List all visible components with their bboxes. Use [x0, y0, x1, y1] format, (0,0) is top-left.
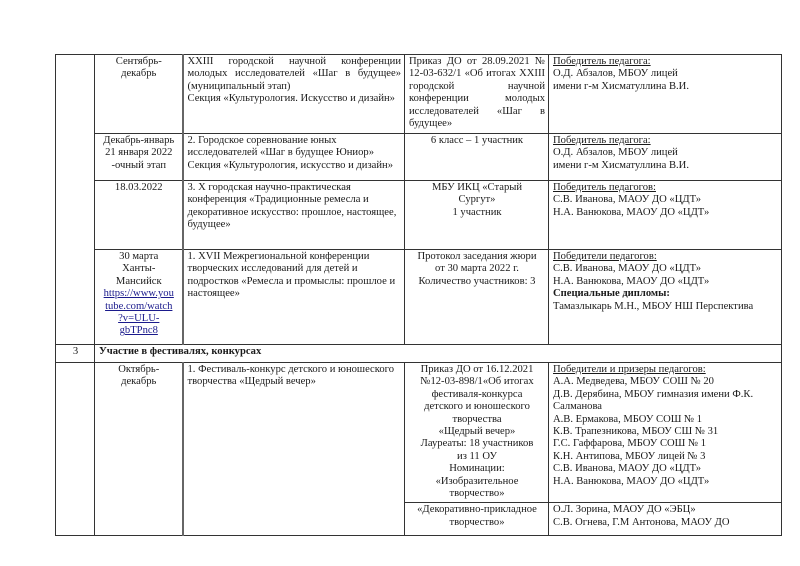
document-text: Приказ ДО от 28.09.2021 № 12-03-632/1 «Об итогах XXIII городской научной конференции молодых исследователей «Шаг в будущее» — [409, 56, 545, 130]
document-cell — [405, 134, 549, 181]
date-cell — [95, 55, 183, 134]
document-text: творчество» — [449, 516, 505, 528]
document-cell — [405, 181, 549, 250]
document-text: Протокол заседания жюри — [417, 251, 537, 262]
document-text: Лауреаты: 18 участников — [420, 438, 534, 450]
row-number-cell — [56, 55, 95, 345]
document-text: №12-03-898/1«Об итогах — [420, 376, 534, 388]
result-heading: Победители педагогов: — [553, 251, 657, 262]
result-cell — [549, 55, 782, 134]
result-text: Н.А. Ванюкова, МАОУ ДО «ЦДТ» — [553, 475, 710, 487]
link-text[interactable]: ?v=ULU- — [118, 313, 160, 325]
event-cell — [183, 363, 405, 536]
document-text: Количество участников: 3 — [418, 275, 536, 287]
event-text: 1. Фестиваль-конкурс детского и юношеского творчества «Щедрый вечер» — [187, 364, 395, 388]
result-text: имени г-м Хисматуллина В.И. — [553, 159, 689, 171]
date-cell — [95, 363, 183, 536]
document-cell — [405, 503, 549, 536]
result-cell — [549, 181, 782, 250]
table-row — [56, 181, 782, 250]
document-text: от 30 марта 2022 г. — [435, 263, 519, 275]
document-text: Приказ ДО от 16.12.2021 — [420, 364, 534, 375]
event-cell — [183, 181, 405, 250]
date-cell — [95, 250, 183, 345]
document-text: «Изобразительное — [435, 475, 519, 487]
document-text: Сургут» — [458, 194, 496, 206]
event-cell — [183, 55, 405, 134]
document-text: из 11 ОУ — [457, 450, 497, 462]
date-text: Декабрь-январь — [103, 135, 175, 146]
date-cell — [95, 134, 183, 181]
link-text[interactable]: tube.com/watch — [105, 300, 173, 312]
document-cell — [405, 363, 549, 503]
event-text: XXIII городской научной конференции молодых исследователей «Шаг в будущее» (муниципальный этап) — [187, 56, 401, 92]
result-heading: Победитель педагога: — [553, 135, 651, 146]
date-text: 30 марта — [119, 251, 159, 262]
row-number-cell — [56, 363, 95, 536]
result-text: А.А. Медведева, МБОУ СОШ № 20 — [553, 376, 714, 388]
document-text: творчество» — [449, 488, 505, 500]
result-text: Н.А. Ванюкова, МАОУ ДО «ЦДТ» — [553, 206, 710, 218]
table-row — [56, 55, 782, 134]
result-text: К.В. Трапезникова, МБОУ СШ № 31 — [553, 426, 719, 438]
table-row — [56, 250, 782, 345]
date-text: Мансийск — [115, 275, 162, 287]
result-cell — [549, 503, 782, 536]
document-text: «Щедрый вечер» — [438, 426, 516, 438]
result-text: С.В. Огнева, Г.М Антонова, МАОУ ДО — [553, 516, 730, 528]
date-text: Сентябрь- — [115, 56, 162, 67]
result-cell — [549, 134, 782, 181]
date-text: 18.03.2022 — [114, 182, 163, 193]
date-cell — [95, 181, 183, 250]
date-text: 21 января 2022 — [105, 147, 173, 159]
section-row — [56, 345, 782, 363]
section-number: 3 — [56, 345, 95, 363]
document-cell — [405, 55, 549, 134]
result-text: О.Д. Абзалов, МБОУ лицей — [553, 147, 678, 159]
result-text: Н.А. Ванюкова, МАОУ ДО «ЦДТ» — [553, 275, 710, 287]
result-text: С.В. Иванова, МАОУ ДО «ЦДТ» — [553, 263, 702, 275]
section-title: Участие в фестивалях, конкурсах — [95, 345, 782, 363]
date-text: декабрь — [121, 376, 157, 388]
result-text: Г.С. Гаффарова, МБОУ СОШ № 1 — [553, 438, 707, 450]
table-row — [56, 134, 782, 181]
table-row — [56, 363, 782, 503]
event-text: 1. XVII Межрегиональной конференции творческих исследований для детей и подростков «Ремесла и промыслы: прошлое и настоящее» — [187, 251, 396, 300]
event-text: 3. X городская научно-практическая конференция «Традиционные ремесла и декоративное искусство: прошлое, настоящее, будущее» — [187, 182, 397, 231]
link-text[interactable]: gbTPnc8 — [119, 325, 158, 337]
result-text: С.В. Иванова, МАОУ ДО «ЦДТ» — [553, 463, 702, 475]
event-text: Секция «Культурология. Искусство и дизайн» — [187, 93, 395, 105]
document-text: детского и юношеского — [424, 401, 530, 413]
date-text: Ханты- — [122, 263, 156, 275]
result-text: Д.В. Дерябина, МБОУ гимназия имени Ф.К. Салманова — [553, 388, 754, 413]
achievements-table — [55, 54, 782, 536]
event-cell — [183, 134, 405, 181]
special-diplomas-heading: Специальные дипломы: — [553, 288, 670, 300]
event-cell — [183, 250, 405, 345]
result-text: А.В. Ермакова, МБОУ СОШ № 1 — [553, 413, 703, 425]
result-text: С.В. Иванова, МАОУ ДО «ЦДТ» — [553, 194, 702, 206]
document-text: МБУ ИКЦ «Старый — [431, 182, 523, 193]
document-text: 6 класс – 1 участник — [430, 135, 524, 146]
result-text: К.Н. Антипова, МБОУ лицей № 3 — [553, 450, 706, 462]
date-text: декабрь — [121, 68, 157, 80]
result-cell — [549, 250, 782, 345]
event-text: Секция «Культурология, искусство и дизайн» — [187, 159, 393, 171]
event-text: 2. Городское соревнование юных исследователей «Шаг в будущее Юниор» — [187, 135, 374, 159]
date-text: -очный этап — [111, 159, 167, 171]
document-text: Номинации: — [449, 463, 505, 475]
result-text: Тамазлыкарь М.Н., МБОУ НШ Перспектива — [553, 300, 754, 312]
result-cell — [549, 363, 782, 503]
document-text: 1 участник — [452, 206, 502, 218]
date-text: Октябрь- — [118, 364, 160, 375]
result-heading: Победители и призеры педагогов: — [553, 364, 706, 375]
document-cell — [405, 250, 549, 345]
document-text: фестиваля-конкурса — [431, 388, 523, 400]
result-heading: Победитель педагога: — [553, 56, 651, 67]
result-text: О.Л. Зорина, МАОУ ДО «ЭБЦ» — [553, 504, 696, 516]
document-text: «Декоративно-прикладное — [417, 504, 537, 516]
result-text: имени г-м Хисматуллина В.И. — [553, 80, 689, 92]
link-text[interactable]: https://www.you — [103, 288, 174, 300]
document-text: творчества — [452, 413, 502, 425]
result-text: О.Д. Абзалов, МБОУ лицей — [553, 68, 678, 80]
result-heading: Победитель педагогов: — [553, 182, 656, 193]
youtube-link[interactable] — [99, 288, 179, 338]
